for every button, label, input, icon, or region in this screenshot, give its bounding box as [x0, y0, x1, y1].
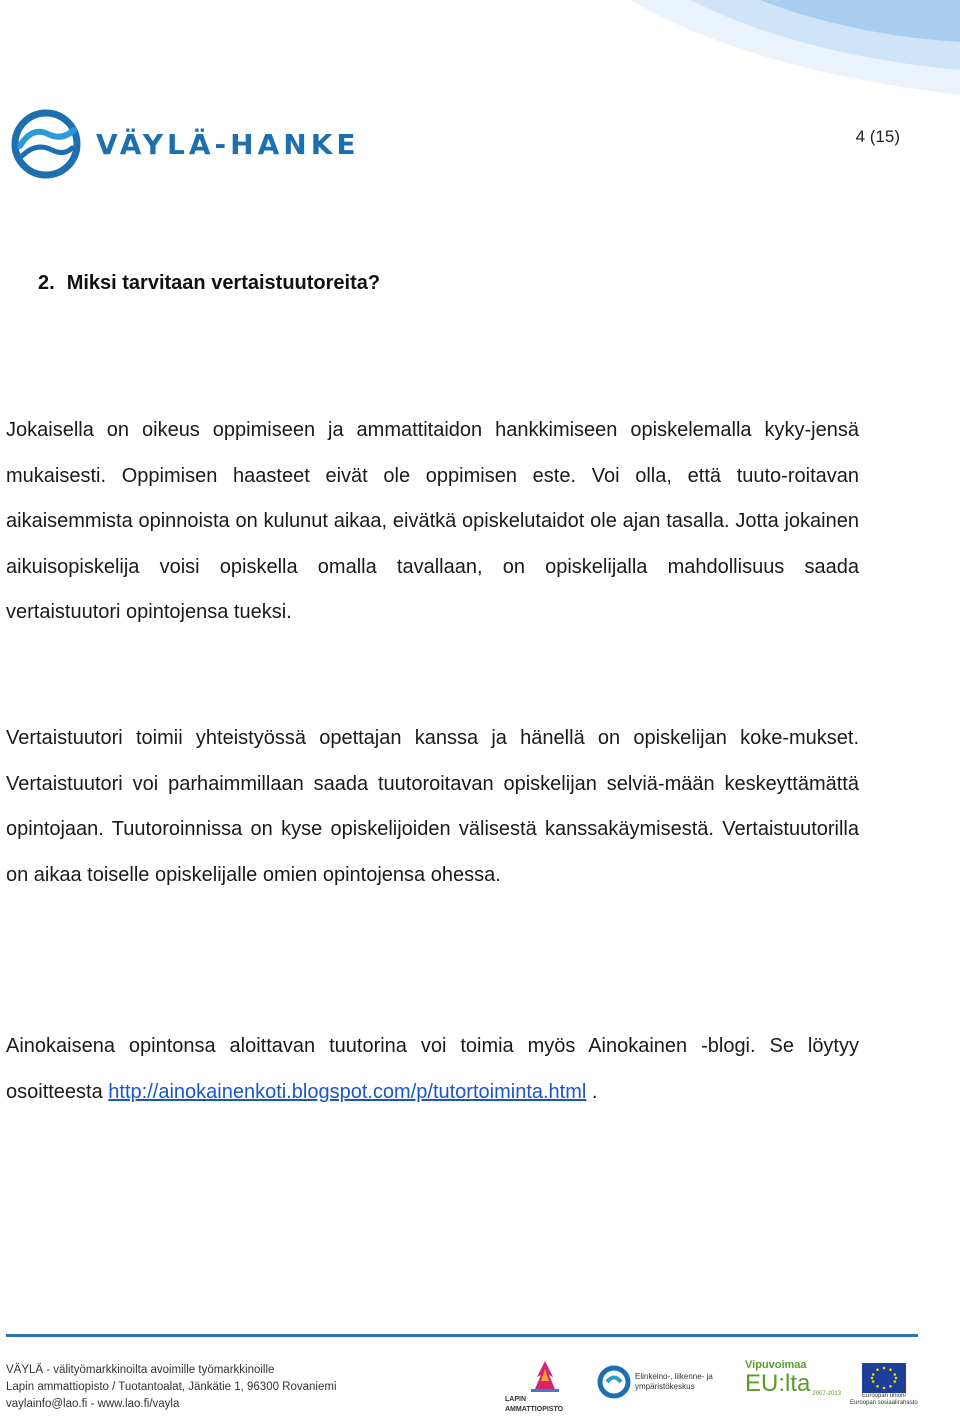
ely-keskus-logo — [597, 1365, 713, 1399]
paragraph-3-end: . — [586, 1080, 598, 1103]
paragraph-3-text: Ainokaisena opintonsa aloittavan tuutorina voi toimia myös Ainokainen -blogi. Se löytyy osoitteesta — [6, 1035, 859, 1103]
corner-swoosh-decoration — [630, 0, 960, 110]
footer-line-3: vaylainfo@lao.fi - www.lao.fi/vayla — [6, 1398, 180, 1410]
paragraph-3 — [6, 1024, 859, 1115]
blog-link[interactable]: http://ainokainenkoti.blogspot.com/p/tutortoiminta.html — [108, 1080, 587, 1103]
eu-union-text-1: Euroopan unioni — [862, 1393, 906, 1399]
eu-lta-text: EU:lta — [745, 1370, 811, 1397]
vayla-logo — [8, 108, 360, 180]
footer-line-2: Lapin ammattiopisto / Tuotantoalat, Jänkätie 1, 96300 Rovaniemi — [6, 1381, 337, 1393]
page-number: 4 (15) — [855, 127, 900, 146]
eu-period-text: 2007-2013 — [812, 1391, 842, 1397]
logo-text: VÄYLÄ-HANKE — [96, 127, 360, 161]
eu-union-text-2: Euroopan sosiaalirahasto — [850, 1400, 918, 1406]
ely-text-1: Elinkeino-, liikenne- ja — [635, 1372, 713, 1381]
footer-divider — [6, 1334, 918, 1337]
footer-logos — [505, 1355, 925, 1415]
eu-flag-logo — [850, 1363, 918, 1407]
footer-line-1: VÄYLÄ - välityömarkkinoilta avoimille työmarkkinoille — [6, 1364, 275, 1376]
lapin-flame-icon — [525, 1359, 565, 1395]
section-number: 2. — [38, 272, 55, 294]
paragraph-1: Jokaisella on oikeus oppimiseen ja ammattitaidon hankkimiseen opiskelemalla kyky-jensä mukaisesti. Oppimisen haasteet eivät ole oppimisen este. Voi olla, että tuuto-roitavan aikaisemmista opinnoista on kulunut aikaa, eivätkä opiskelutaidot ole ajan tasalla. Jotta jokainen aikuisopiskelija voisi opiskella omalla tavallaan, on opiskelijalla mahdollisuus saada vertaistuutori opintojensa tueksi. — [6, 419, 859, 623]
vipuvoimaa-text: Vipuvoimaa — [745, 1359, 807, 1371]
paragraph-2: Vertaistuutori toimii yhteistyössä opettajan kanssa ja hänellä on opiskelijan koke-mukset. Vertaistuutori voi parhaimmillaan saada tuutoroitavan opiskelijan selviä-mään keskeyttämättä opintojaan. Tuutoroinnissa on kyse opiskelijoiden välisestä kanssakäymisestä. Vertaistuutorilla on aikaa toiselle opiskelijalle omien opintojensa ohessa. — [6, 727, 859, 886]
wave-logo-icon — [8, 108, 86, 180]
lapin-logo-text: LAPIN AMMATTIOPISTO — [505, 1396, 564, 1413]
eu-flag-icon — [862, 1363, 906, 1393]
lapin-ammattiopisto-logo — [505, 1359, 585, 1415]
section-heading — [38, 272, 380, 295]
ely-swirl-icon — [597, 1365, 631, 1399]
vipuvoimaa-logo — [745, 1359, 841, 1397]
section-title: Miksi tarvitaan vertaistuutoreita? — [66, 272, 381, 294]
footer-contact — [6, 1362, 337, 1413]
ely-text-2: ympäristökeskus — [635, 1382, 695, 1391]
